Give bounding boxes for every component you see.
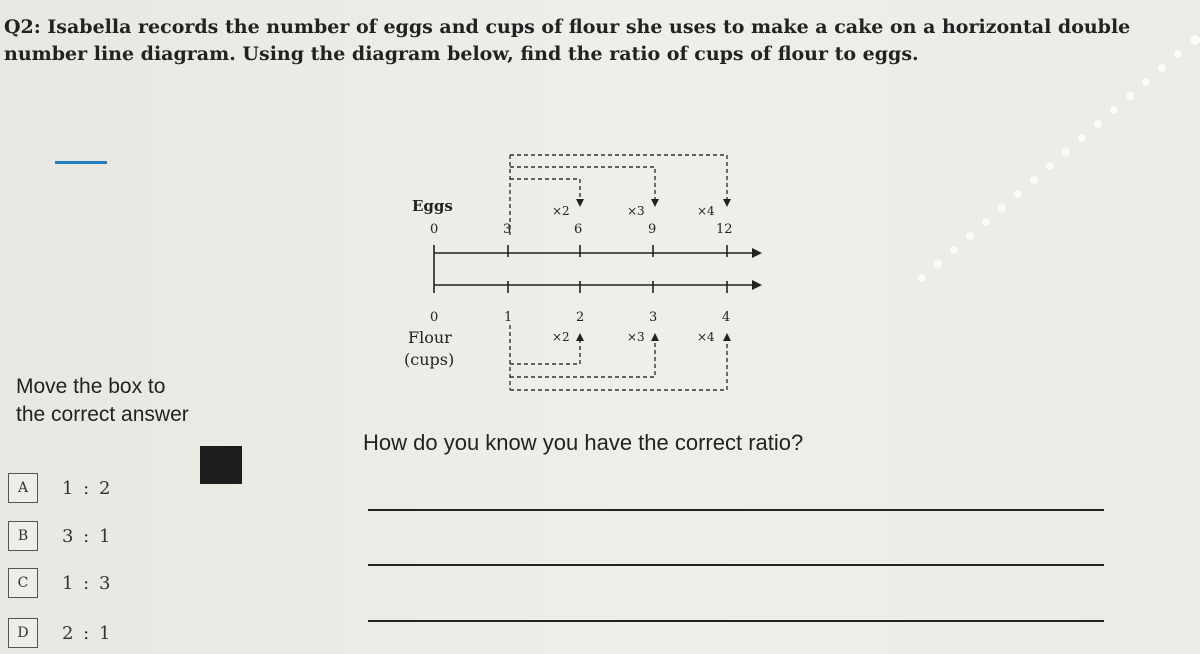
eggs-label: Eggs bbox=[412, 197, 453, 215]
connector-x2-top bbox=[510, 179, 580, 205]
option-b[interactable] bbox=[8, 520, 112, 552]
option-letter: A bbox=[8, 473, 38, 503]
flour-value: 2 bbox=[576, 310, 585, 325]
flour-value: 4 bbox=[722, 310, 731, 325]
eggs-value: 0 bbox=[430, 222, 439, 237]
multiplier-x3-top: ×3 bbox=[627, 204, 645, 218]
multiplier-x2-top: ×2 bbox=[552, 204, 570, 218]
connector-x4-top bbox=[510, 155, 727, 205]
sparkle-decoration bbox=[880, 20, 1200, 360]
eggs-value: 9 bbox=[648, 222, 657, 237]
option-letter: C bbox=[8, 568, 38, 598]
answer-line-2[interactable] bbox=[368, 564, 1104, 566]
flour-value: 1 bbox=[504, 310, 513, 325]
answer-line-3[interactable] bbox=[368, 620, 1104, 622]
multiplier-x4-top: ×4 bbox=[697, 204, 715, 218]
eggs-value: 12 bbox=[716, 222, 733, 237]
option-value: 3 : 1 bbox=[62, 525, 113, 547]
option-value: 2 : 1 bbox=[62, 622, 113, 644]
prompt-text: How do you know you have the correct ratio? bbox=[363, 430, 804, 455]
blue-dash-mark bbox=[55, 161, 107, 164]
option-letter: D bbox=[8, 618, 38, 648]
option-d[interactable] bbox=[8, 617, 112, 649]
option-a[interactable] bbox=[8, 472, 112, 504]
draggable-answer-box[interactable] bbox=[200, 446, 242, 484]
answer-line-1[interactable] bbox=[368, 509, 1104, 511]
flour-line-arrow bbox=[752, 280, 762, 290]
arrow-up-x4 bbox=[723, 333, 731, 341]
option-value: 1 : 2 bbox=[62, 477, 113, 499]
option-c[interactable] bbox=[8, 567, 112, 599]
instruction-line-1: Move the box to bbox=[16, 375, 166, 398]
eggs-line-arrow bbox=[752, 248, 762, 258]
multiplier-x3-bottom: ×3 bbox=[627, 330, 645, 344]
connector-x4-bottom bbox=[510, 335, 727, 390]
question-text: Q2: Isabella records the number of eggs and cups of flour she uses to make a cake on a horizontal double number line diagram. Using the diagram below, find the ratio of cups of flour to eggs. bbox=[4, 16, 1131, 65]
cups-label: (cups) bbox=[404, 350, 455, 369]
arrow-down-x3 bbox=[651, 199, 659, 207]
option-letter: B bbox=[8, 521, 38, 551]
instruction-text bbox=[16, 373, 189, 429]
option-value: 1 : 3 bbox=[62, 572, 113, 594]
arrow-down-x2 bbox=[576, 199, 584, 207]
flour-label: Flour bbox=[408, 328, 452, 347]
arrow-down-x4 bbox=[723, 199, 731, 207]
multiplier-x2-bottom: ×2 bbox=[552, 330, 570, 344]
arrow-up-x2 bbox=[576, 333, 584, 341]
flour-value: 3 bbox=[649, 310, 658, 325]
flour-value: 0 bbox=[430, 310, 439, 325]
arrow-up-x3 bbox=[651, 333, 659, 341]
double-number-line-diagram bbox=[380, 145, 800, 395]
eggs-value: 3 bbox=[503, 222, 512, 237]
multiplier-x4-bottom: ×4 bbox=[697, 330, 715, 344]
instruction-line-2: the correct answer bbox=[16, 403, 189, 426]
eggs-value: 6 bbox=[574, 222, 583, 237]
